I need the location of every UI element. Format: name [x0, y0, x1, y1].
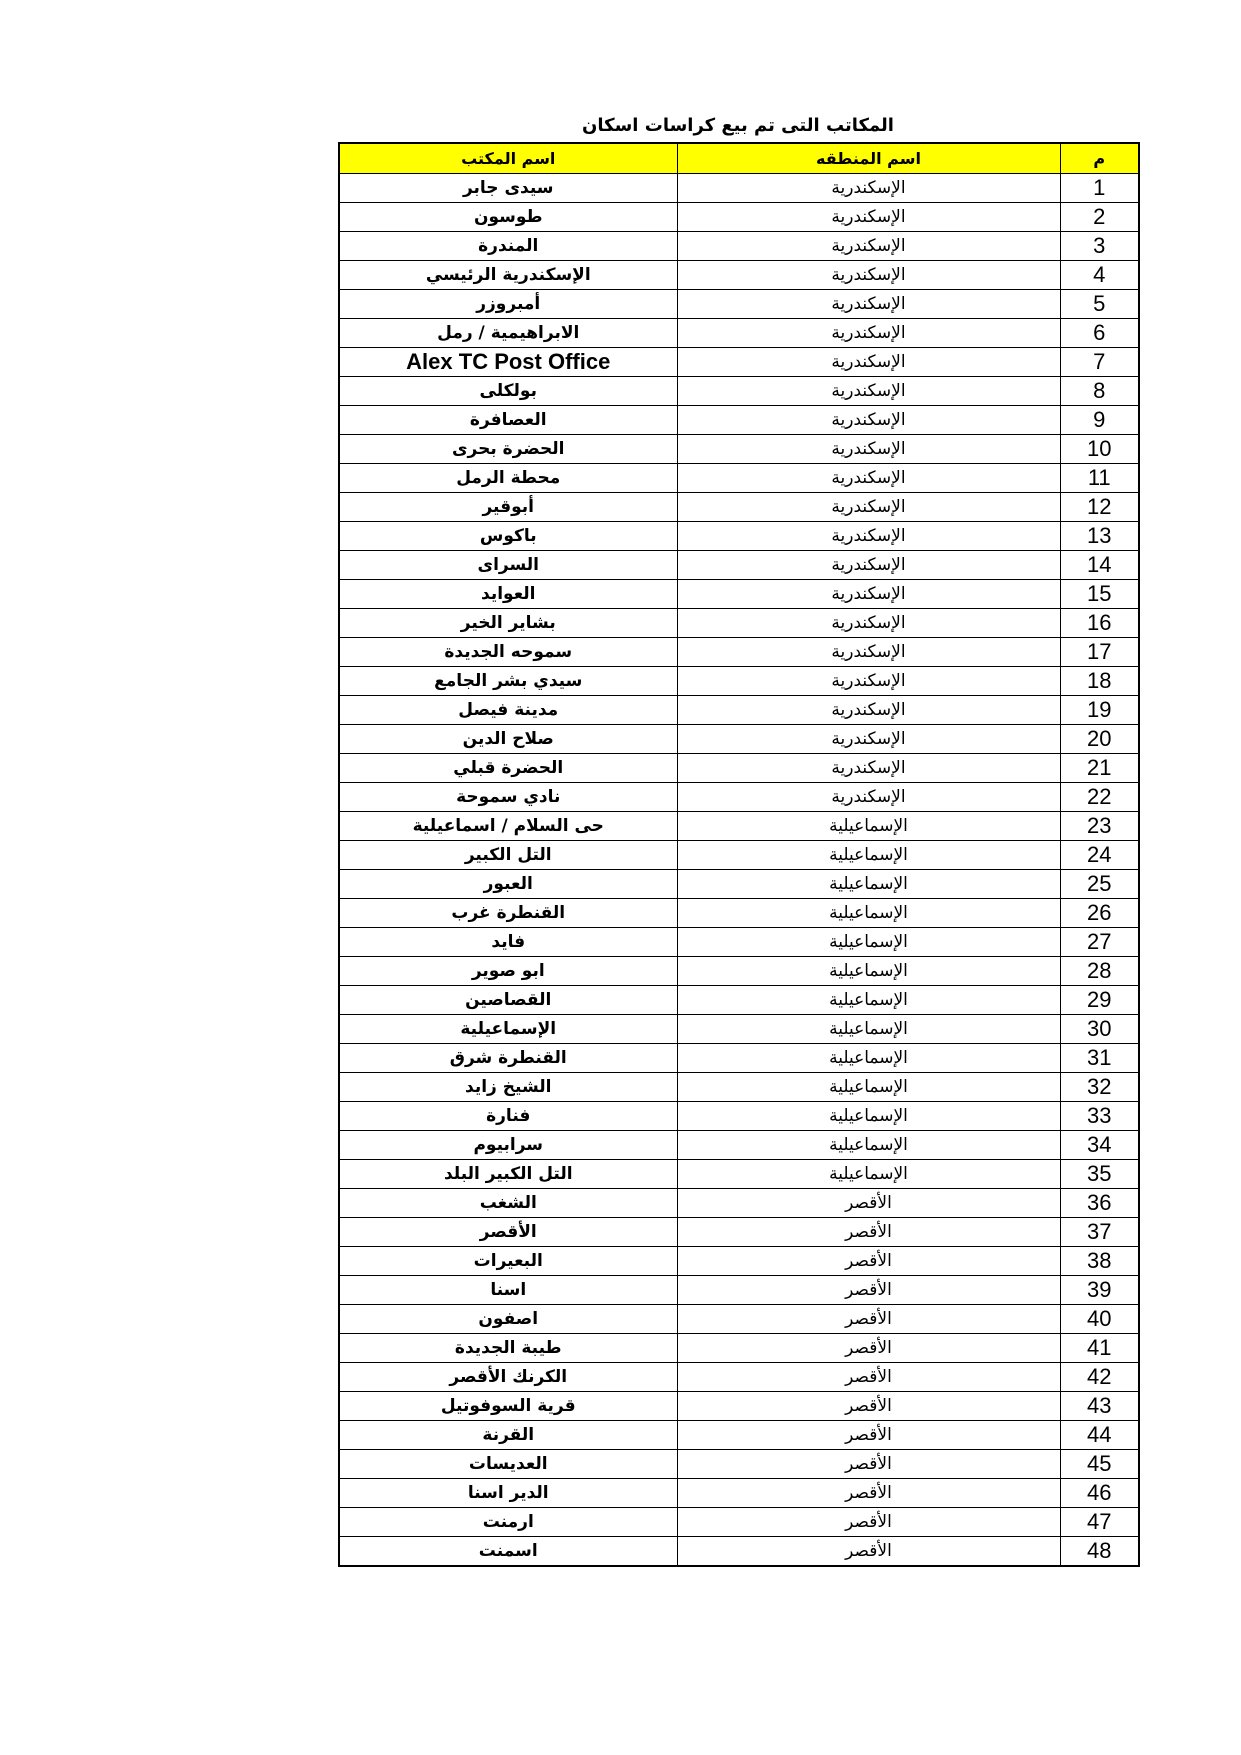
region-name-cell: الأقصر: [677, 1189, 1060, 1218]
page-title: المكاتب التى تم بيع كراسات اسكان: [582, 115, 894, 136]
row-index-cell: 14: [1060, 551, 1139, 580]
table-row: [339, 493, 1139, 522]
office-name-cell: التل الكبير البلد: [339, 1160, 677, 1189]
table-row: [339, 1247, 1139, 1276]
table-row: [339, 754, 1139, 783]
office-name-cell: أمبروزر: [339, 290, 677, 319]
table-row: [339, 986, 1139, 1015]
row-index-cell: 2: [1060, 203, 1139, 232]
region-name-cell: الأقصر: [677, 1537, 1060, 1567]
office-name-cell: نادي سموحة: [339, 783, 677, 812]
region-name-cell: الإسماعيلية: [677, 986, 1060, 1015]
row-index-cell: 37: [1060, 1218, 1139, 1247]
row-index-cell: 31: [1060, 1044, 1139, 1073]
row-index-cell: 23: [1060, 812, 1139, 841]
office-name-cell: الشيخ زايد: [339, 1073, 677, 1102]
office-name-cell: العبور: [339, 870, 677, 899]
office-name-cell: سموحه الجديدة: [339, 638, 677, 667]
region-name-cell: الإسكندرية: [677, 638, 1060, 667]
table-row: [339, 1189, 1139, 1218]
region-name-cell: الإسماعيلية: [677, 1073, 1060, 1102]
region-name-cell: الأقصر: [677, 1479, 1060, 1508]
office-name-cell: اسمنت: [339, 1537, 677, 1567]
region-name-cell: الأقصر: [677, 1508, 1060, 1537]
office-name-cell: سيدي بشر الجامع: [339, 667, 677, 696]
region-name-cell: الإسكندرية: [677, 783, 1060, 812]
region-name-cell: الإسكندرية: [677, 319, 1060, 348]
table-row: [339, 638, 1139, 667]
table-row: [339, 1537, 1139, 1567]
row-index-cell: 24: [1060, 841, 1139, 870]
table-header-row: [339, 143, 1139, 174]
row-index-cell: 34: [1060, 1131, 1139, 1160]
table-row: [339, 435, 1139, 464]
row-index-cell: 41: [1060, 1334, 1139, 1363]
office-name-cell: الدير اسنا: [339, 1479, 677, 1508]
row-index-cell: 13: [1060, 522, 1139, 551]
region-name-cell: الأقصر: [677, 1421, 1060, 1450]
table-row: [339, 870, 1139, 899]
row-index-cell: 12: [1060, 493, 1139, 522]
office-name-cell: الحضرة قبلي: [339, 754, 677, 783]
office-name-cell: فايد: [339, 928, 677, 957]
table-row: [339, 957, 1139, 986]
row-index-cell: 47: [1060, 1508, 1139, 1537]
table-row: [339, 812, 1139, 841]
table-row: [339, 1073, 1139, 1102]
office-name-cell: الحضرة بحرى: [339, 435, 677, 464]
row-index-cell: 3: [1060, 232, 1139, 261]
row-index-cell: 45: [1060, 1450, 1139, 1479]
office-name-cell: حى السلام / اسماعيلية: [339, 812, 677, 841]
row-index-cell: 18: [1060, 667, 1139, 696]
row-index-cell: 26: [1060, 899, 1139, 928]
row-index-cell: 10: [1060, 435, 1139, 464]
office-name-cell: العديسات: [339, 1450, 677, 1479]
table-row: [339, 899, 1139, 928]
office-name-cell: التل الكبير: [339, 841, 677, 870]
table-row: [339, 348, 1139, 377]
office-name-cell: طيبة الجديدة: [339, 1334, 677, 1363]
table-row: [339, 1508, 1139, 1537]
row-index-cell: 5: [1060, 290, 1139, 319]
row-index-cell: 30: [1060, 1015, 1139, 1044]
row-index-cell: 32: [1060, 1073, 1139, 1102]
office-name-cell: المندرة: [339, 232, 677, 261]
row-index-cell: 20: [1060, 725, 1139, 754]
region-name-cell: الإسكندرية: [677, 667, 1060, 696]
office-name-cell: طوسون: [339, 203, 677, 232]
region-name-cell: الإسكندرية: [677, 174, 1060, 203]
region-name-cell: الإسكندرية: [677, 696, 1060, 725]
table-row: [339, 1450, 1139, 1479]
office-name-cell: العوايد: [339, 580, 677, 609]
office-name-cell: بولكلى: [339, 377, 677, 406]
office-name-cell: سرابيوم: [339, 1131, 677, 1160]
office-name-cell: الابراهيمية / رمل: [339, 319, 677, 348]
row-index-cell: 4: [1060, 261, 1139, 290]
region-name-cell: الأقصر: [677, 1218, 1060, 1247]
header-index: م: [1060, 143, 1139, 174]
region-name-cell: الإسكندرية: [677, 377, 1060, 406]
region-name-cell: الإسماعيلية: [677, 1015, 1060, 1044]
region-name-cell: الأقصر: [677, 1392, 1060, 1421]
table-row: [339, 522, 1139, 551]
row-index-cell: 38: [1060, 1247, 1139, 1276]
table-row: [339, 1102, 1139, 1131]
table-row: [339, 319, 1139, 348]
row-index-cell: 42: [1060, 1363, 1139, 1392]
office-name-cell: القرنة: [339, 1421, 677, 1450]
region-name-cell: الإسكندرية: [677, 580, 1060, 609]
region-name-cell: الإسماعيلية: [677, 899, 1060, 928]
region-name-cell: الأقصر: [677, 1305, 1060, 1334]
table-row: [339, 1305, 1139, 1334]
table-row: [339, 1218, 1139, 1247]
row-index-cell: 35: [1060, 1160, 1139, 1189]
row-index-cell: 11: [1060, 464, 1139, 493]
row-index-cell: 40: [1060, 1305, 1139, 1334]
region-name-cell: الإسكندرية: [677, 232, 1060, 261]
table-row: [339, 580, 1139, 609]
region-name-cell: الإسماعيلية: [677, 1131, 1060, 1160]
row-index-cell: 29: [1060, 986, 1139, 1015]
row-index-cell: 16: [1060, 609, 1139, 638]
offices-table: [338, 142, 1140, 1567]
office-name-cell: Alex TC Post Office: [339, 348, 677, 377]
office-name-cell: سيدى جابر: [339, 174, 677, 203]
row-index-cell: 1: [1060, 174, 1139, 203]
region-name-cell: الإسكندرية: [677, 522, 1060, 551]
region-name-cell: الأقصر: [677, 1247, 1060, 1276]
row-index-cell: 48: [1060, 1537, 1139, 1567]
table-row: [339, 1160, 1139, 1189]
row-index-cell: 8: [1060, 377, 1139, 406]
region-name-cell: الإسماعيلية: [677, 1044, 1060, 1073]
row-index-cell: 15: [1060, 580, 1139, 609]
table-row: [339, 551, 1139, 580]
region-name-cell: الأقصر: [677, 1276, 1060, 1305]
table-row: [339, 1479, 1139, 1508]
table-row: [339, 464, 1139, 493]
table-row: [339, 928, 1139, 957]
office-name-cell: الشغب: [339, 1189, 677, 1218]
region-name-cell: الإسماعيلية: [677, 812, 1060, 841]
row-index-cell: 6: [1060, 319, 1139, 348]
region-name-cell: الإسماعيلية: [677, 1102, 1060, 1131]
office-name-cell: القصاصين: [339, 986, 677, 1015]
office-name-cell: البعيرات: [339, 1247, 677, 1276]
office-name-cell: السراى: [339, 551, 677, 580]
office-name-cell: القنطرة غرب: [339, 899, 677, 928]
region-name-cell: الإسماعيلية: [677, 1160, 1060, 1189]
table-row: [339, 174, 1139, 203]
office-name-cell: الإسماعيلية: [339, 1015, 677, 1044]
region-name-cell: الأقصر: [677, 1363, 1060, 1392]
region-name-cell: الإسكندرية: [677, 261, 1060, 290]
row-index-cell: 9: [1060, 406, 1139, 435]
table-row: [339, 203, 1139, 232]
region-name-cell: الإسكندرية: [677, 725, 1060, 754]
row-index-cell: 33: [1060, 1102, 1139, 1131]
table-body: [339, 174, 1139, 1567]
region-name-cell: الإسماعيلية: [677, 928, 1060, 957]
office-name-cell: الإسكندرية الرئيسي: [339, 261, 677, 290]
region-name-cell: الإسكندرية: [677, 435, 1060, 464]
header-region: اسم المنطقه: [677, 143, 1060, 174]
office-name-cell: مدينة فيصل: [339, 696, 677, 725]
table-row: [339, 725, 1139, 754]
region-name-cell: الإسكندرية: [677, 464, 1060, 493]
table-row: [339, 667, 1139, 696]
table-row: [339, 783, 1139, 812]
office-name-cell: الكرنك الأقصر: [339, 1363, 677, 1392]
row-index-cell: 7: [1060, 348, 1139, 377]
table-row: [339, 232, 1139, 261]
row-index-cell: 25: [1060, 870, 1139, 899]
table-row: [339, 290, 1139, 319]
office-name-cell: محطة الرمل: [339, 464, 677, 493]
region-name-cell: الأقصر: [677, 1334, 1060, 1363]
row-index-cell: 21: [1060, 754, 1139, 783]
header-office: اسم المكتب: [339, 143, 677, 174]
office-name-cell: صلاح الدين: [339, 725, 677, 754]
region-name-cell: الإسكندرية: [677, 406, 1060, 435]
table-row: [339, 1131, 1139, 1160]
table-row: [339, 696, 1139, 725]
row-index-cell: 17: [1060, 638, 1139, 667]
office-name-cell: ابو صوير: [339, 957, 677, 986]
office-name-cell: اصفون: [339, 1305, 677, 1334]
region-name-cell: الإسكندرية: [677, 754, 1060, 783]
region-name-cell: الإسكندرية: [677, 609, 1060, 638]
table-row: [339, 1276, 1139, 1305]
office-name-cell: ارمنت: [339, 1508, 677, 1537]
office-name-cell: باكوس: [339, 522, 677, 551]
table-row: [339, 1044, 1139, 1073]
region-name-cell: الأقصر: [677, 1450, 1060, 1479]
office-name-cell: أبوقير: [339, 493, 677, 522]
table-row: [339, 1392, 1139, 1421]
office-name-cell: قرية السوفوتيل: [339, 1392, 677, 1421]
region-name-cell: الإسكندرية: [677, 348, 1060, 377]
region-name-cell: الإسكندرية: [677, 551, 1060, 580]
region-name-cell: الإسماعيلية: [677, 957, 1060, 986]
office-name-cell: القنطرة شرق: [339, 1044, 677, 1073]
table-row: [339, 377, 1139, 406]
table-row: [339, 261, 1139, 290]
row-index-cell: 28: [1060, 957, 1139, 986]
row-index-cell: 46: [1060, 1479, 1139, 1508]
table-row: [339, 406, 1139, 435]
row-index-cell: 39: [1060, 1276, 1139, 1305]
office-name-cell: الأقصر: [339, 1218, 677, 1247]
office-name-cell: العصافرة: [339, 406, 677, 435]
table-row: [339, 1334, 1139, 1363]
office-name-cell: اسنا: [339, 1276, 677, 1305]
region-name-cell: الإسكندرية: [677, 290, 1060, 319]
row-index-cell: 43: [1060, 1392, 1139, 1421]
row-index-cell: 19: [1060, 696, 1139, 725]
row-index-cell: 27: [1060, 928, 1139, 957]
region-name-cell: الإسكندرية: [677, 493, 1060, 522]
row-index-cell: 44: [1060, 1421, 1139, 1450]
table-row: [339, 1015, 1139, 1044]
office-name-cell: بشاير الخير: [339, 609, 677, 638]
table-row: [339, 1363, 1139, 1392]
table-row: [339, 1421, 1139, 1450]
office-name-cell: فنارة: [339, 1102, 677, 1131]
region-name-cell: الإسكندرية: [677, 203, 1060, 232]
table-row: [339, 609, 1139, 638]
region-name-cell: الإسماعيلية: [677, 841, 1060, 870]
row-index-cell: 22: [1060, 783, 1139, 812]
region-name-cell: الإسماعيلية: [677, 870, 1060, 899]
row-index-cell: 36: [1060, 1189, 1139, 1218]
table-row: [339, 841, 1139, 870]
